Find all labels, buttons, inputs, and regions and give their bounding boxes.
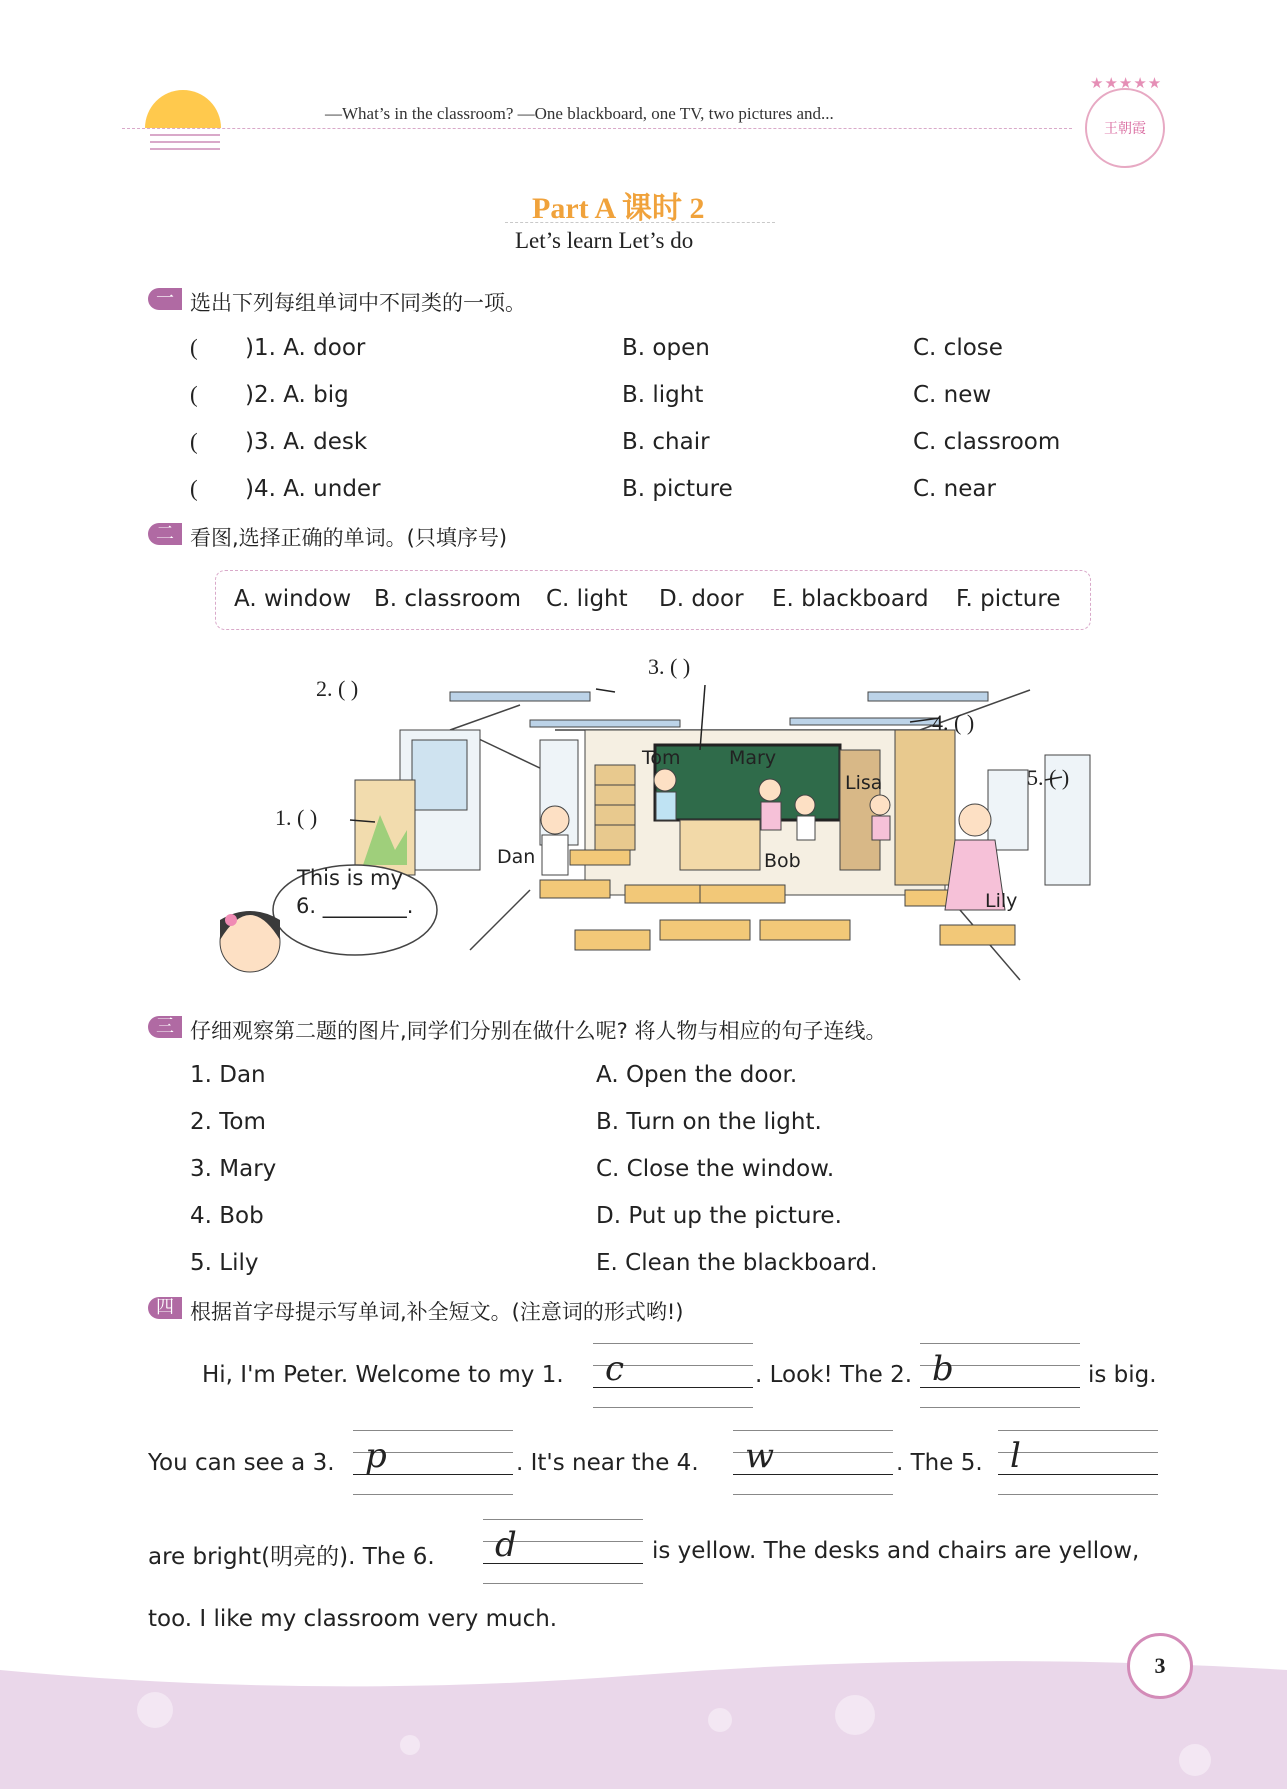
- student-lisa: [870, 795, 890, 815]
- option-b: B. picture: [622, 476, 733, 502]
- question-row: [190, 382, 349, 408]
- option-b: B. open: [622, 335, 710, 361]
- blank-2[interactable]: b: [920, 1343, 1080, 1407]
- student-lily: [959, 804, 991, 836]
- page-subtitle: Let’s learn Let’s do: [515, 228, 694, 253]
- passage-text: . The 5.: [896, 1450, 983, 1476]
- answer-paren[interactable]: (: [190, 429, 198, 454]
- match-left-item[interactable]: 3. Mary: [190, 1156, 277, 1182]
- word-option: E. blackboard: [772, 586, 929, 612]
- option-b: B. chair: [622, 429, 710, 455]
- section2-badge: 二: [148, 523, 182, 545]
- question-text: )3. A. desk: [244, 429, 368, 455]
- section1-title: 选出下列每组单词中不同类的一项。: [190, 291, 526, 315]
- publisher-logo: 王朝霞: [1085, 88, 1165, 168]
- bookshelf: [595, 765, 635, 850]
- section1-badge: 一: [148, 288, 182, 310]
- match-left-item[interactable]: 5. Lily: [190, 1250, 259, 1276]
- student-tom: [654, 769, 676, 791]
- label-4[interactable]: 4. ( ): [932, 710, 975, 735]
- word-option: B. classroom: [374, 586, 521, 612]
- passage-text: is yellow. The desks and chairs are yellow,: [652, 1538, 1140, 1564]
- name-lisa: Lisa: [845, 772, 883, 794]
- blank-5[interactable]: l: [998, 1430, 1158, 1494]
- name-tom: Tom: [642, 747, 681, 769]
- bubble-line1: This is my: [297, 866, 403, 890]
- word-option: D. door: [659, 586, 744, 612]
- answer-paren[interactable]: (: [190, 335, 198, 360]
- blank-3[interactable]: p: [353, 1430, 513, 1494]
- passage-text: Hi, I'm Peter. Welcome to my 1.: [202, 1362, 564, 1388]
- student-bob: [795, 795, 815, 815]
- passage-text: too. I like my classroom very much.: [148, 1606, 558, 1632]
- student-mary: [759, 779, 781, 801]
- option-c: C. classroom: [913, 429, 1061, 455]
- section3-badge: 三: [148, 1016, 182, 1038]
- blank-6[interactable]: d: [483, 1519, 643, 1583]
- question-text: )4. A. under: [244, 476, 381, 502]
- match-right-item[interactable]: A. Open the door.: [596, 1062, 798, 1088]
- page-title: Part A 课时 2: [532, 192, 705, 225]
- option-b: B. light: [622, 382, 704, 408]
- answer-paren[interactable]: (: [190, 476, 198, 501]
- match-right-item[interactable]: C. Close the window.: [596, 1156, 835, 1182]
- footer-wave: [0, 1660, 1287, 1789]
- blank-4[interactable]: w: [733, 1430, 893, 1494]
- word-bank: [215, 570, 1091, 630]
- name-lily: Lily: [985, 890, 1018, 912]
- section4-title: 根据首字母提示写单词,补全短文。(注意词的形式哟!): [190, 1300, 684, 1324]
- running-title: —What’s in the classroom? —One blackboard, one TV, two pictures and...: [325, 104, 834, 123]
- match-right-item[interactable]: D. Put up the picture.: [596, 1203, 842, 1229]
- question-text: )1. A. door: [244, 335, 366, 361]
- name-dan: Dan: [497, 846, 536, 868]
- question-row: [190, 429, 367, 455]
- section3-title: 仔细观察第二题的图片,同学们分别在做什么呢? 将人物与相应的句子连线。: [190, 1019, 887, 1043]
- word-option: A. window: [234, 586, 352, 612]
- section2-title: 看图,选择正确的单词。(只填序号): [190, 526, 508, 550]
- question-text: )2. A. big: [244, 382, 349, 408]
- section4-badge: 四: [148, 1297, 182, 1319]
- bubble-line2[interactable]: 6. ________.: [296, 894, 414, 918]
- word-option: F. picture: [956, 586, 1061, 612]
- question-row: [190, 335, 365, 361]
- passage-text: are bright(明亮的). The 6.: [148, 1544, 435, 1570]
- match-right-item[interactable]: B. Turn on the light.: [596, 1109, 822, 1135]
- question-row: [190, 476, 381, 502]
- label-2[interactable]: 2. ( ): [316, 676, 359, 701]
- match-left-item[interactable]: 4. Bob: [190, 1203, 264, 1229]
- label-3[interactable]: 3. ( ): [648, 654, 691, 679]
- match-left-item[interactable]: 1. Dan: [190, 1062, 266, 1088]
- stars-icon: ★★★★★: [1090, 74, 1163, 92]
- sun-decoration: [150, 134, 220, 155]
- header-divider: [122, 128, 1072, 129]
- label-1[interactable]: 1. ( ): [275, 805, 318, 830]
- name-bob: Bob: [764, 850, 801, 872]
- answer-paren[interactable]: (: [190, 382, 198, 407]
- name-mary: Mary: [729, 747, 777, 769]
- passage-text: . It's near the 4.: [516, 1450, 699, 1476]
- label-5[interactable]: 5. ( ): [1027, 765, 1070, 790]
- ceiling-light: [450, 692, 590, 701]
- word-option: C. light: [546, 586, 628, 612]
- student-dan: [541, 806, 569, 834]
- blank-1[interactable]: c: [593, 1343, 753, 1407]
- passage-text: is big.: [1088, 1362, 1157, 1388]
- page-number: 3: [1127, 1633, 1193, 1699]
- match-right-item[interactable]: E. Clean the blackboard.: [596, 1250, 878, 1276]
- option-c: C. close: [913, 335, 1003, 361]
- option-c: C. new: [913, 382, 992, 408]
- passage-text: . Look! The 2.: [755, 1362, 913, 1388]
- match-left-item[interactable]: 2. Tom: [190, 1109, 266, 1135]
- passage-text: You can see a 3.: [148, 1450, 335, 1476]
- option-c: C. near: [913, 476, 996, 502]
- title-divider: [505, 222, 775, 223]
